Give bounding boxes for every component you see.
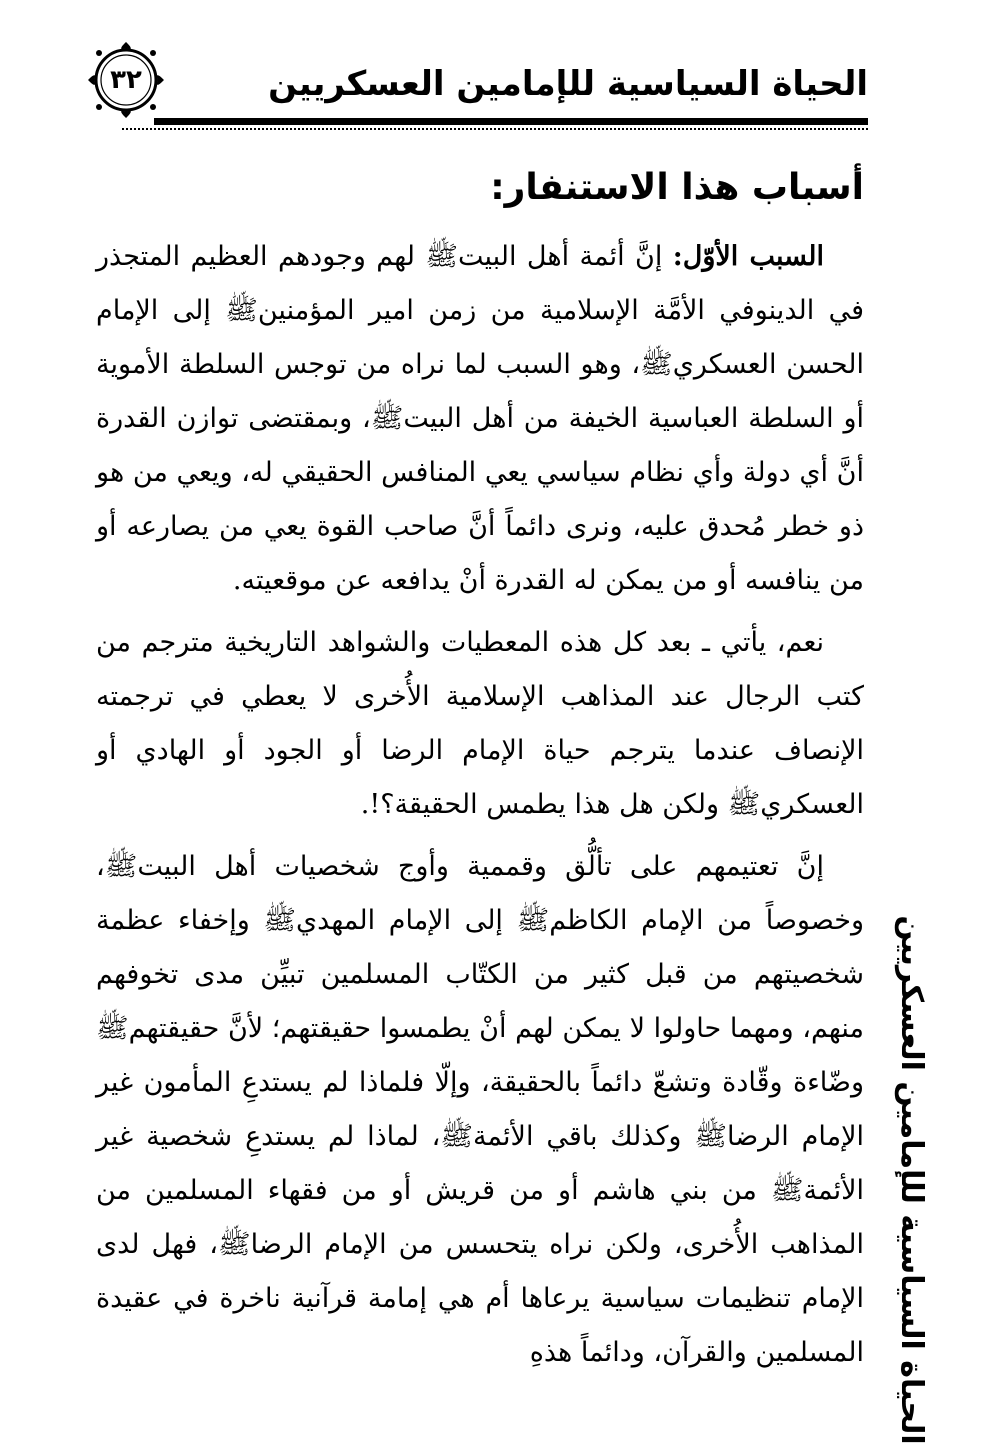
- side-title: [866, 915, 956, 1445]
- page-number: ٣٢: [110, 65, 142, 95]
- page-number-badge: [84, 38, 168, 122]
- paragraph-second: نعم، يأتي ـ بعد كل هذه المعطيات والشواهد التاريخية مترجم من كتب الرجال عند المذاهب الإسلامية الأُخرى لا يعطي في ترجمته الإنصاف عندما يترجم حياة الإمام الرضا أو الجود أو الهادي أو العسكريﷺ ولكن هل هذا يطمس الحقيقة؟!.: [96, 627, 864, 820]
- paragraph-third: إنَّ تعتيمهم على تألُّق وقممية وأوج شخصيات أهل البيتﷺ، وخصوصاً من الإمام الكاظمﷺ إلى الإمام المهديﷺ وإخفاء عظمة شخصيتهم من قبل كثير من الكتّاب المسلمين تبيِّن مدى تخوفهم منهم، ومهما حاولوا لا يمكن لهم أنْ يطمسوا حقيقتهم؛ لأنَّ حقيقتهمﷺ وضّاءة وقّادة وتشعّ دائماً بالحقيقة، وإلّا فلماذا لم يستدعِ المأمون غير الإمام الرضاﷺ وكذلك باقي الأئمةﷺ، لماذا لم يستدعِ شخصية غير الأئمةﷺ من بني هاشم أو من قريش أو من فقهاء المسلمين من المذاهب الأُخرى، ولكن نراه يتحسس من الإمام الرضاﷺ، فهل لدى الإمام تنظيمات سياسية يرعاها أم هي إمامة قرآنية ناخرة في عقيدة المسلمين والقرآن، ودائماً هذهِ: [96, 851, 865, 1368]
- side-title-text: الحياة السياسية للإمامين العسكريين: [894, 915, 929, 1445]
- header-rule-dotted: [122, 128, 868, 130]
- page-body: [96, 160, 864, 1388]
- header-rule-thick: [154, 118, 868, 125]
- first-reason-text: إنَّ أئمة أهل البيتﷺ لهم وجودهم العظيم المتجذر في الدينوفي الأمَّة الإسلامية من زمن امير المؤمنينﷺ إلى الإمام الحسن العسكريﷺ، وهو السبب لما نراه من توجس السلطة الأموية أو السلطة العباسية الخيفة من أهل البيتﷺ، وبمقتضى توازن القدرة أنَّ أي دولة وأي نظام سياسي يعي المنافس الحقيقي له، ويعي من هو ذو خطر مُحدق عليه، ونرى دائماً أنَّ صاحب القوة يعي من يصارعه أو من ينافسه أو من يمكن له القدرة أنْ يدافعه عن موقعيته.: [96, 241, 864, 596]
- paragraph-first-reason: [96, 230, 864, 608]
- first-reason-label: السبب الأوّل:: [672, 241, 824, 272]
- section-heading: أسباب هذا الاستنفار:: [490, 167, 864, 208]
- page-header: [78, 38, 868, 130]
- running-title: الحياة السياسية للإمامين العسكريين: [268, 64, 868, 104]
